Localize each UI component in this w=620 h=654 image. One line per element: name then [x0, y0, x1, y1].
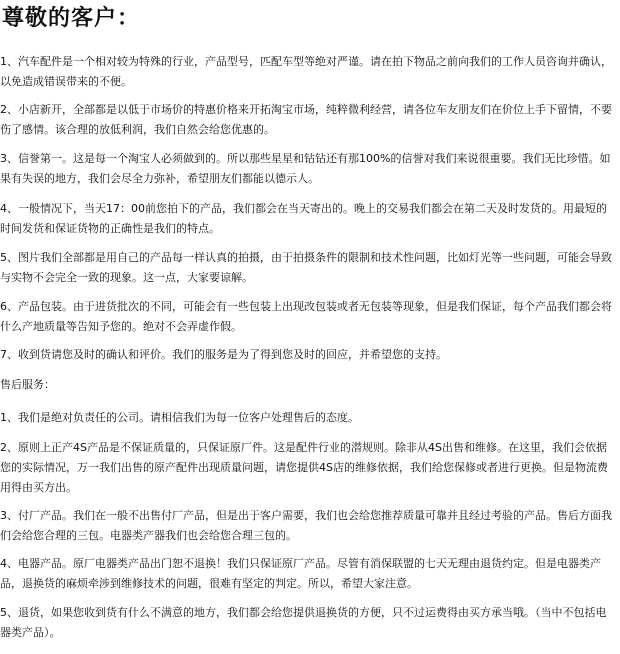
after-sales-heading: 售后服务：	[0, 378, 55, 391]
notice-paragraph-3: 3、信誉第一。这是每一个淘宝人必须做到的。所以那些星星和钻钻还有那100%的信誉对我们来说很重要。我们无比珍惜。如果有失误的地方，我们会尽全力弥补，希望朋友们都能以德示人。	[0, 152, 611, 185]
notice-paragraph-1: 1、汽车配件是一个相对较为特殊的行业，产品型号，匹配车型等绝对严谨。请在拍下物品之前向我们的工作人员咨询并确认，以免造成错误带来的不便。	[0, 55, 612, 88]
after-sales-item-3: 3、付厂产品。我们在一般不出售付厂产品，但是出于客户需要，我们也会给您推荐质量可靠并且经过考验的产品。售后方面我们会给您合理的三包。电器类产器我们也会给您合理三包的。	[0, 509, 612, 542]
notice-paragraph-4: 4、一般情况下，当天17：00前您拍下的产品，我们都会在当天寄出的。晚上的交易我们都会在第二天及时发货的。用最短的时间发货和保证货物的正确性是我们的特点。	[0, 202, 607, 235]
notice-paragraph-7: 7、收到货请您及时的确认和评价。我们的服务是为了得到您及时的回应，并希望您的支持。	[0, 348, 447, 361]
notice-paragraph-2: 2、小店新开，全部都是以低于市场价的特惠价格来开拓淘宝市场，纯粹微利经营，请各位车友朋友们在价位上手下留情，不要伤了感情。该合理的放低利润，我们自然会给您优惠的。	[0, 103, 612, 136]
after-sales-item-4: 4、电器产品。原厂电器类产品出门恕不退换！我们只保证原厂产品。尽管有消保联盟的七天无理由退货约定。但是电器类产品，退换货的麻烦牵涉到维修技术的问题，很难有坚定的判定。所以，希望大家注意。	[0, 557, 601, 590]
after-sales-item-1: 1、我们是绝对负责任的公司。请相信我们为每一位客户处理售后的态度。	[0, 411, 359, 424]
notice-paragraph-5: 5、图片我们全部都是用自己的产品每一样认真的拍摄，由于拍摄条件的限制和技术性问题，比如灯光等一些问题，可能会导致与实物不会完全一致的现象。这一点，大家要谅解。	[0, 251, 612, 284]
notice-paragraph-6: 6、产品包装。由于进货批次的不同，可能会有一些包装上出现改包装或者无包装等现象，但是我们保证，每个产品我们都会将什么产地质量等告知予您的。绝对不会弄虚作假。	[0, 300, 612, 333]
page-title: 尊敬的客户：	[2, 6, 141, 31]
after-sales-item-5: 5、退货，如果您收到货有什么不满意的地方，我们都会给您提供退换货的方便，只不过运费得由买方承当哦。（当中不包括电器类产品）。	[0, 606, 607, 639]
after-sales-item-2: 2、原则上正产4S产品是不保证质量的，只保证原厂件。这是配件行业的潜规则。除非从4S出售和维修。在这里，我们会依据您的实际情况，万一我们出售的原产配件出现质量问题，请您提供4S店的维修依据，我们给您保修或者进行更换。但是物流费用得由买方出。	[0, 441, 608, 494]
